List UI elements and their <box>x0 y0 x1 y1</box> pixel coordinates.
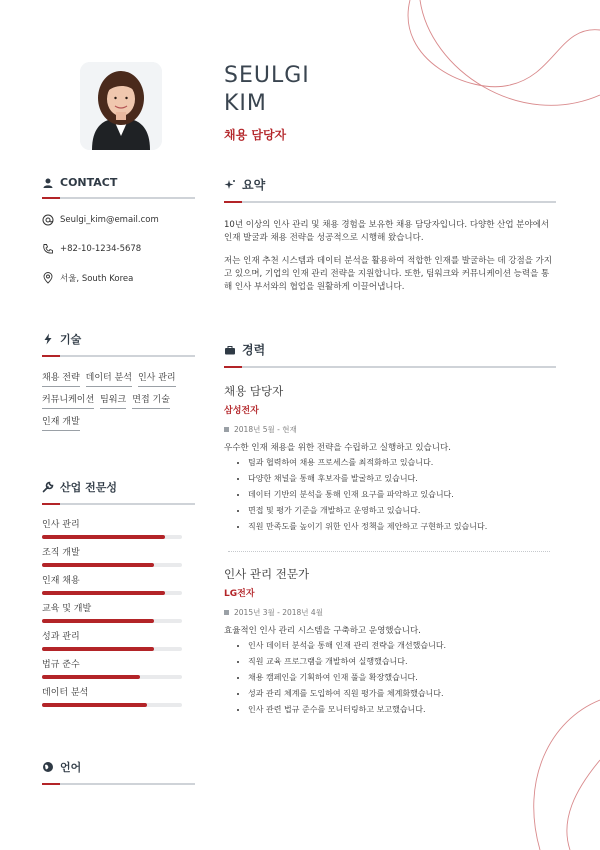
job-period: 2018년 5월 - 현재 <box>224 424 556 435</box>
language-section <box>42 759 195 785</box>
lightning-icon <box>42 333 54 345</box>
experience-title: 경력 <box>224 341 556 358</box>
skill-tag: 채용 전략 <box>42 371 80 387</box>
summary-paragraph: 저는 인재 추천 시스템과 데이터 분석을 활용하여 적합한 인재를 발굴하는 데 강점을 가지고 있으며, 기업의 인재 관리 전략을 지원합니다. 또한, 팀워크와 커뮤니케이션 능력을 통해 인사 부서와의 협업을 원활하게 이끌어냅니다. <box>224 256 553 292</box>
expertise-bar <box>42 675 182 679</box>
job-title: 인사 관리 전문가 <box>224 567 310 581</box>
contact-section <box>42 176 195 285</box>
at-icon <box>42 214 54 226</box>
list-item: • 성과 관리 체계를 도입하여 직원 평가를 체계화했습니다. <box>248 686 556 702</box>
company-name: 삼성전자 <box>224 406 259 416</box>
phone-icon <box>42 243 54 255</box>
expertise-bar <box>42 647 182 651</box>
list-item: • 팀과 협력하여 채용 프로세스를 최적화하고 있습니다. <box>248 455 556 471</box>
expertise-rule <box>42 503 195 505</box>
language-rule <box>42 783 195 785</box>
list-item: • 채용 캠페인을 기획하여 인재 풀을 확장했습니다. <box>248 670 556 686</box>
contact-email[interactable]: Seulgi_kim@email.com <box>42 213 195 227</box>
summary-paragraph: 10년 이상의 인사 관리 및 채용 경험을 보유한 채용 담당자입니다. 다양한 산업 분야에서 인재 발굴과 채용 전략을 성공적으로 시행해 왔습니다. <box>224 220 550 243</box>
expertise-bar-fill <box>42 535 165 539</box>
expertise-item <box>42 603 195 623</box>
skills-list <box>42 371 192 431</box>
skill-tag: 면접 기술 <box>132 393 170 409</box>
globe-icon <box>42 761 54 773</box>
expertise-label: 데이터 분석 <box>42 688 89 698</box>
skill-tag: 인재 개발 <box>42 415 80 431</box>
company-name: LG전자 <box>224 589 255 599</box>
expertise-title: 산업 전문성 <box>42 479 195 495</box>
experience-rule <box>224 366 556 368</box>
job-entry <box>224 383 556 535</box>
expertise-label: 조직 개발 <box>42 548 80 558</box>
expertise-item <box>42 547 195 567</box>
list-item: • 면접 및 평가 기준을 개발하고 운영하고 있습니다. <box>248 503 556 519</box>
contact-phone[interactable]: +82-10-1234-5678 <box>42 242 195 256</box>
calendar-icon <box>224 610 229 615</box>
skill-tag: 인사 관리 <box>138 371 176 387</box>
language-title: 언어 <box>42 759 195 775</box>
job-entry <box>224 566 556 718</box>
skills-rule <box>42 355 195 357</box>
sparkle-icon <box>224 179 236 191</box>
list-item: • 다양한 채널을 통해 후보자를 발굴하고 있습니다. <box>248 471 556 487</box>
briefcase-icon <box>224 344 236 356</box>
job-role: 채용 담당자 <box>224 128 287 142</box>
expertise-bar <box>42 591 182 595</box>
expertise-bar <box>42 535 182 539</box>
first-name: SEULGI <box>224 63 310 88</box>
expertise-bar-fill <box>42 647 154 651</box>
skills-title: 기술 <box>42 331 195 347</box>
expertise-label: 교육 및 개발 <box>42 604 92 614</box>
profile-photo <box>80 62 162 150</box>
job-period: 2015년 3월 - 2018년 4월 <box>224 607 556 618</box>
skills-section <box>42 331 195 431</box>
expertise-bar-fill <box>42 675 140 679</box>
expertise-label: 인재 채용 <box>42 576 80 586</box>
list-item: • 직원 교육 프로그램을 개발하여 실행했습니다. <box>248 654 556 670</box>
expertise-bar-fill <box>42 563 154 567</box>
location-pin-icon <box>42 272 54 284</box>
job-bullets <box>224 638 556 718</box>
expertise-item <box>42 687 195 707</box>
last-name: KIM <box>224 91 267 116</box>
job-bullets <box>224 455 556 535</box>
summary-title: 요약 <box>224 176 556 193</box>
contact-location: 서울, South Korea <box>42 271 195 285</box>
expertise-item <box>42 631 195 651</box>
expertise-bar <box>42 563 182 567</box>
skill-tag: 커뮤니케이션 <box>42 393 94 409</box>
list-item: • 인사 관련 법규 준수를 모니터링하고 보고했습니다. <box>248 702 556 718</box>
contact-rule <box>42 197 195 199</box>
expertise-label: 성과 관리 <box>42 632 80 642</box>
expertise-bar <box>42 619 182 623</box>
expertise-section <box>42 479 195 707</box>
expertise-item <box>42 575 195 595</box>
expertise-bar <box>42 703 182 707</box>
expertise-item <box>42 659 195 679</box>
experience-section <box>224 341 556 718</box>
expertise-bar-fill <box>42 703 147 707</box>
list-item: • 인사 데이터 분석을 통해 인재 관리 전략을 개선했습니다. <box>248 638 556 654</box>
job-description: 효율적인 인사 관리 시스템을 구축하고 운영했습니다. <box>224 626 421 636</box>
skill-tag: 데이터 분석 <box>86 371 132 387</box>
expertise-label: 법규 준수 <box>42 660 80 670</box>
contact-title: CONTACT <box>42 176 195 189</box>
job-divider <box>228 551 550 552</box>
list-item: • 데이터 기반의 분석을 통해 인재 요구를 파악하고 있습니다. <box>248 487 556 503</box>
expertise-label: 인사 관리 <box>42 520 80 530</box>
summary-section <box>224 176 556 294</box>
job-description: 우수한 인재 채용을 위한 전략을 수립하고 실행하고 있습니다. <box>224 443 451 453</box>
list-item: • 직원 만족도를 높이기 위한 인사 정책을 제안하고 구현하고 있습니다. <box>248 519 556 535</box>
wrench-icon <box>42 481 54 493</box>
expertise-bar-fill <box>42 591 165 595</box>
expertise-list <box>42 519 195 707</box>
expertise-bar-fill <box>42 619 154 623</box>
skill-tag: 팀워크 <box>100 393 126 409</box>
job-title: 채용 담당자 <box>224 384 284 398</box>
user-icon <box>42 177 54 189</box>
name-heading <box>224 62 310 118</box>
summary-rule <box>224 201 556 203</box>
calendar-icon <box>224 427 229 432</box>
expertise-item <box>42 519 195 539</box>
